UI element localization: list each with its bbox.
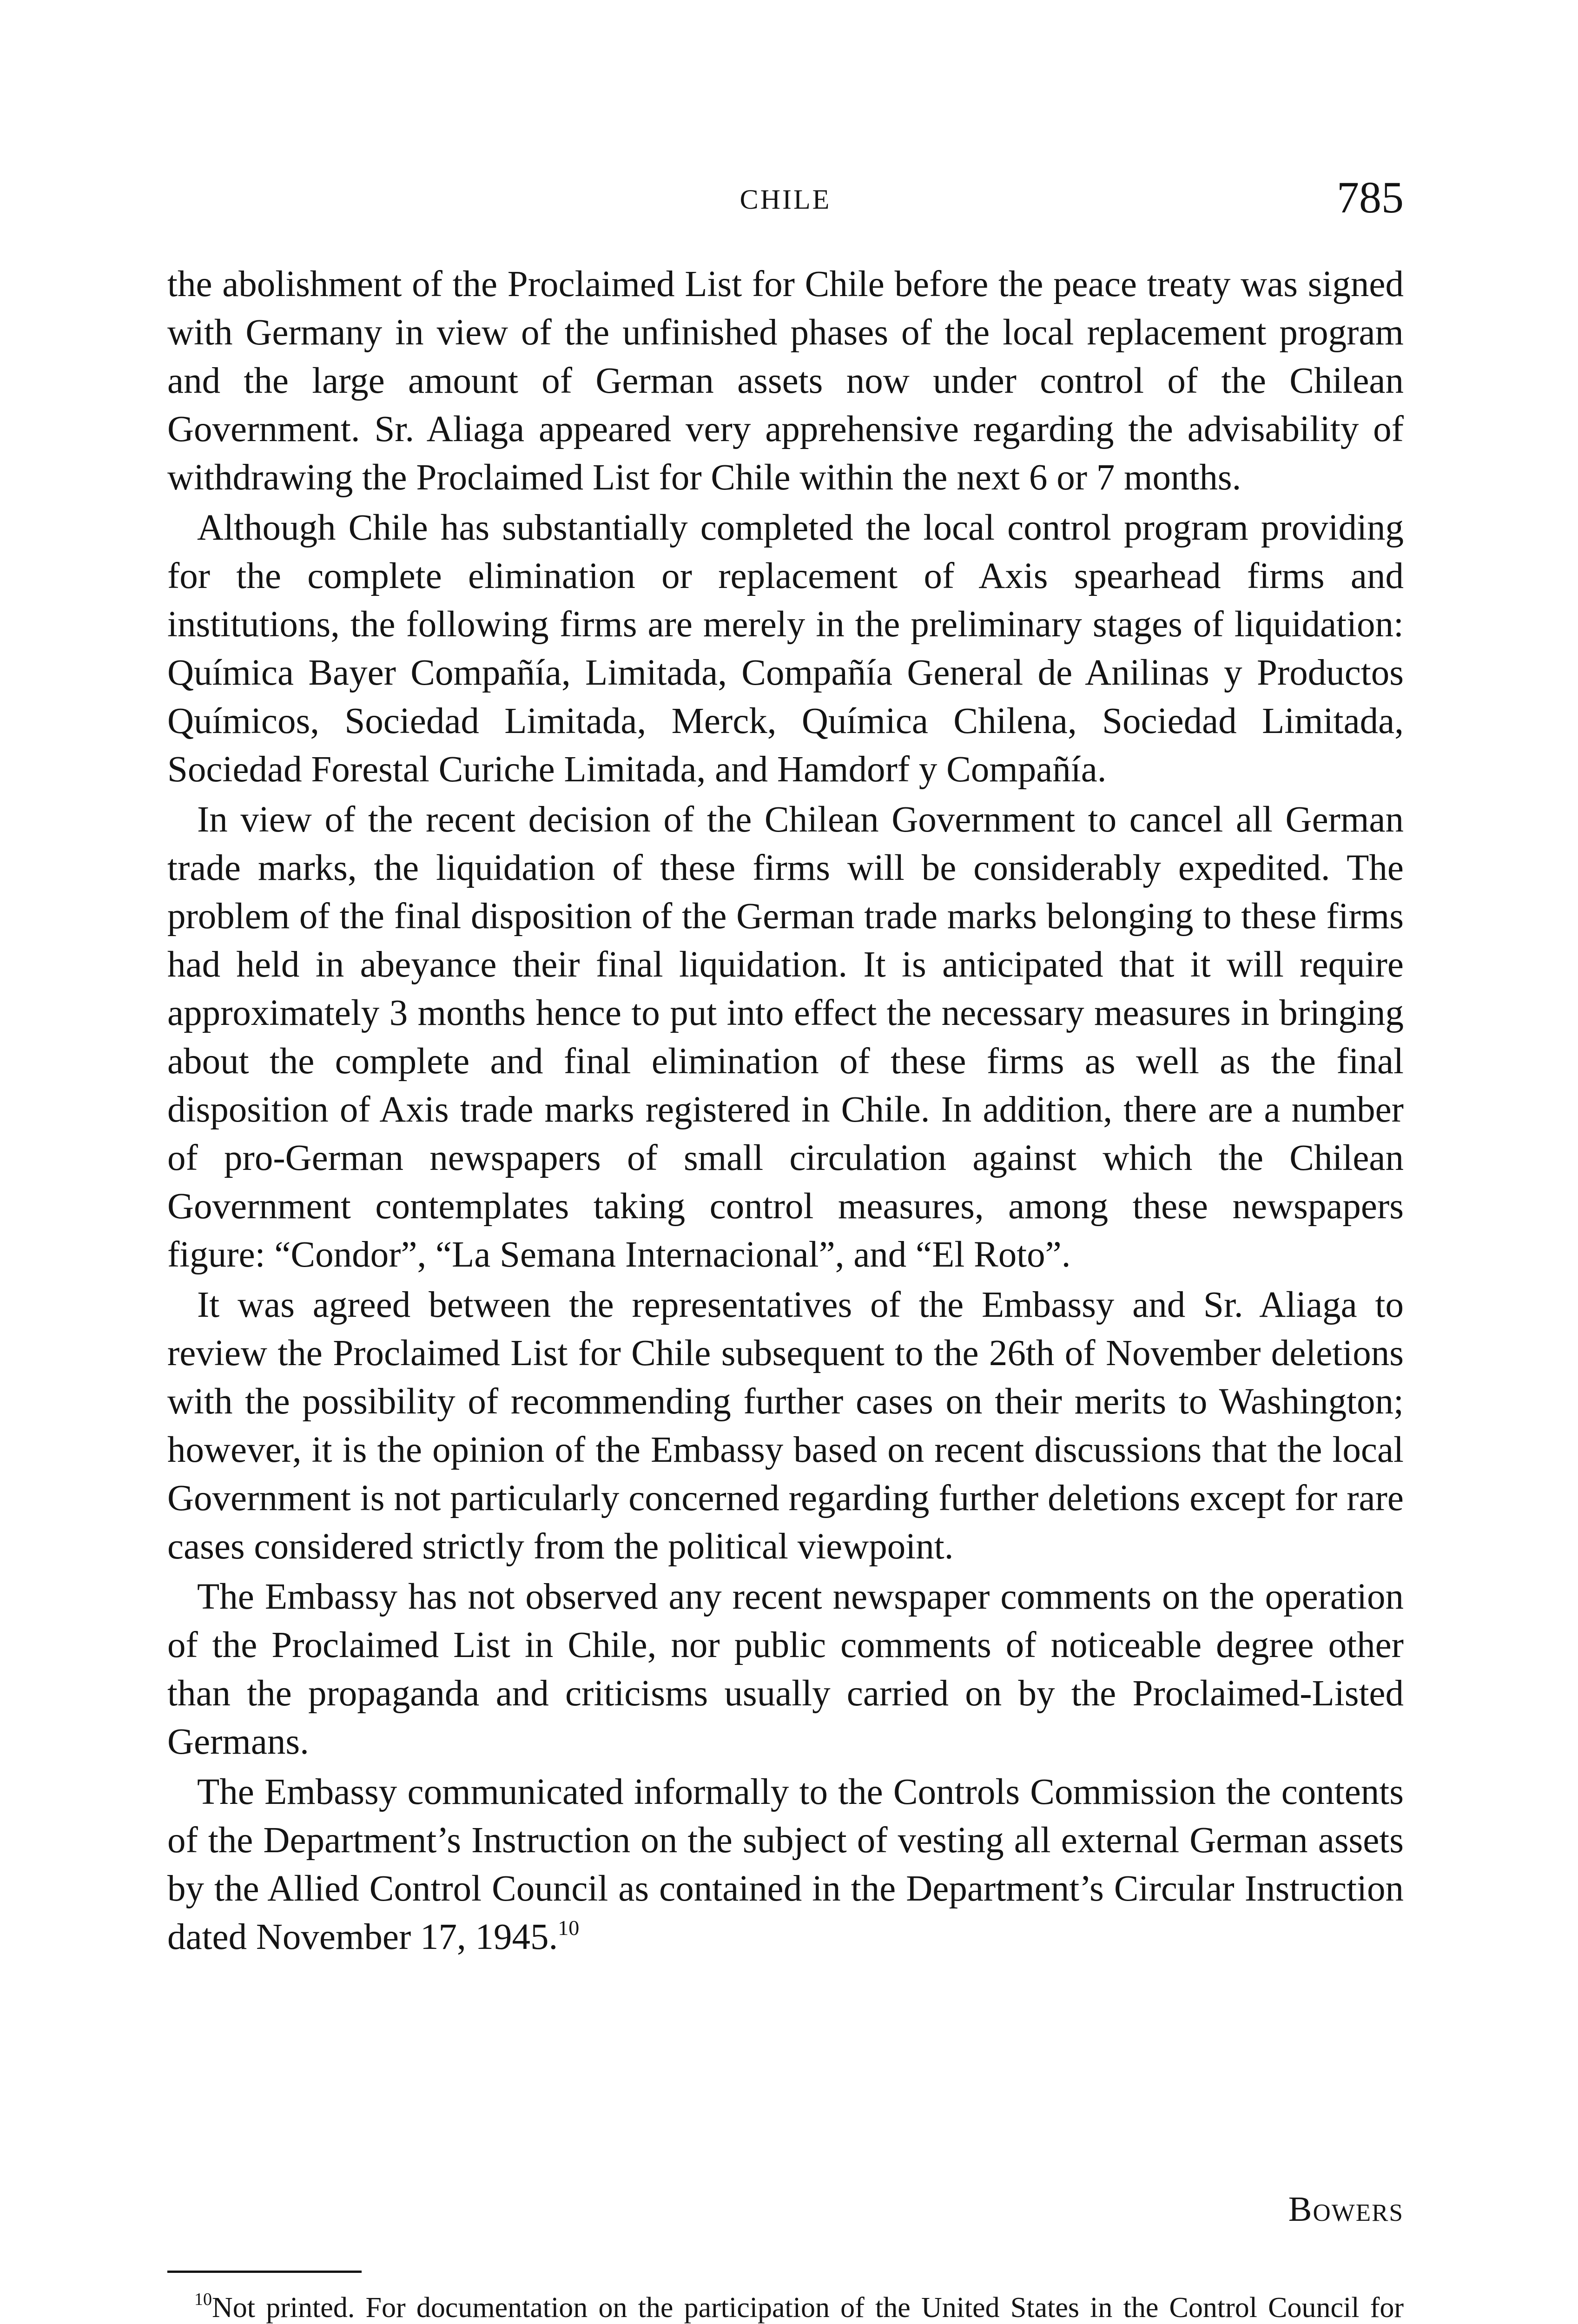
paragraph-review-agreement: It was agreed between the representatives of the Embassy and Sr. Aliaga to review the Proclaimed List for Chile subsequent to the 26th of November deletions with the possibility of recommending further cases on their merits to Washington; however, it is the opinion of the Embassy based on recent discussions that the local Government is not particularly concerned regarding further deletions except for rare cases considered strictly from the political viewpoint. [167, 1285, 1404, 1567]
footnote-rule [167, 2271, 362, 2273]
paragraph-continuation: the abolishment of the Proclaimed List for Chile before the peace treaty was signed with Germany in view of the unfinished phases of the local replacement program and the large amount of German assets now under control of the Chilean Government. Sr. Aliaga appeared very apprehensive regarding the advisability of withdrawing the Proclaimed List for Chile within the next 6 or 7 months. [167, 264, 1404, 498]
signature: Bowers [1288, 2190, 1404, 2229]
footnote-reference: 10 [558, 1916, 580, 1940]
footnote [167, 2289, 1404, 2324]
running-title: CHILE [739, 184, 832, 215]
paragraph-trade-marks: In view of the recent decision of the Chilean Government to cancel all German trade marks, the liquidation of these firms will be considerably expedited. The problem of the final disposition of the German trade marks belonging to these firms had held in abeyance their final liquidation. It is anticipated that it will require approximately 3 months hence to put into effect the necessary measures in bringing about the complete and final elimination of these firms as well as the final disposition of Axis trade marks registered in Chile. In addition, there are a number of pro-German newspapers of small circulation against which the Chilean Government contemplates taking control measures, among these newspapers figure: “Condor”, “La Semana Internacional”, and “El Roto”. [167, 799, 1404, 1275]
footnote-number: 10 [194, 2290, 212, 2309]
page-number: 785 [1337, 172, 1404, 222]
footnote-text-part1: Not printed. For documentation on the participation of the United States in the Control Council for [212, 2292, 1404, 2324]
paragraph-liquidation: Although Chile has substantially completed the local control program providing for the complete elimination or replacement of Axis spearhead firms and institutions, the following firms are merely in the preliminary stages of liquidation: Química Bayer Compañía, Limitada, Compañía General de Anilinas y Productos Químicos, Sociedad Limitada, Merck, Química Chilena, Sociedad Limitada, Sociedad Forestal Curiche Limitada, and Hamdorf y Compañía. [167, 508, 1404, 790]
paragraph-newspaper-comments: The Embassy has not observed any recent newspaper comments on the operation of the Proclaimed List in Chile, nor public comments of noticeable degree other than the propaganda and criticisms usually carried on by the Proclaimed-Listed Germans. [167, 1577, 1404, 1762]
body-text [167, 260, 1404, 1961]
paragraph-controls-commission [167, 1768, 1404, 1961]
paragraph-controls-commission-text: The Embassy communicated informally to the Controls Commission the contents of the Department’s Instruction on the subject of vesting all external German assets by the Allied Control Council as contained in the Department’s Circular Instruction dated November 17, 1945. [167, 1772, 1404, 1957]
running-head [167, 170, 1404, 225]
